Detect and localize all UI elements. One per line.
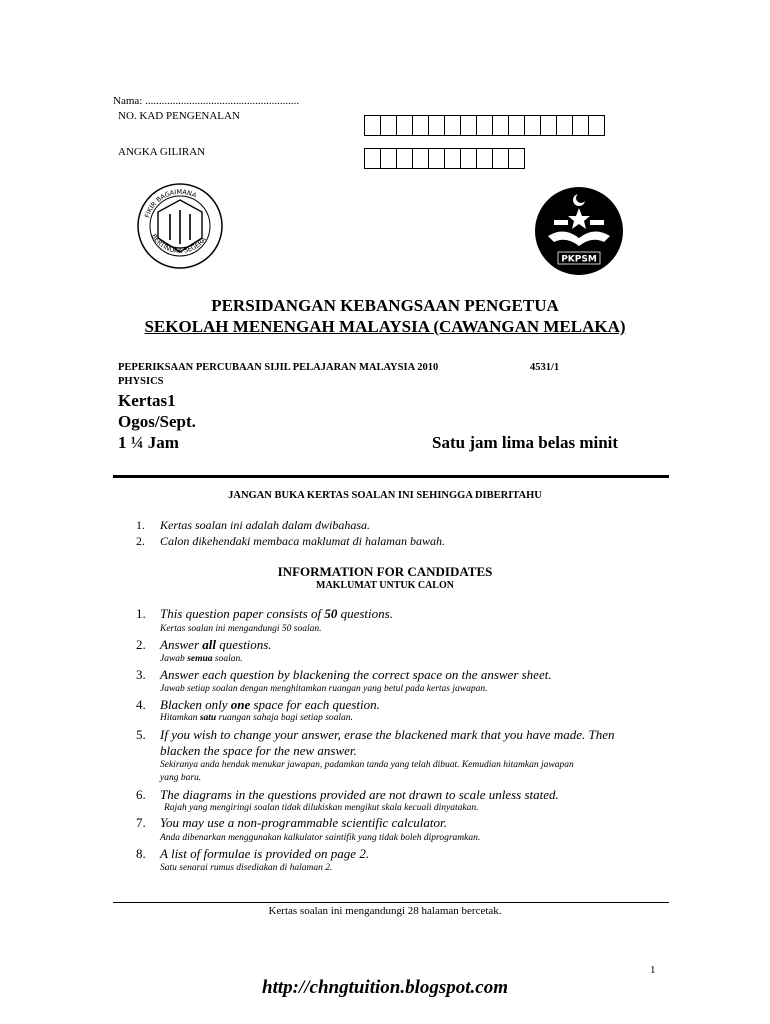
ic-number-boxes [364, 115, 604, 136]
exam-code: 4531/1 [530, 362, 560, 373]
info-item-4-bm: Hitamkan satu ruangan sahaja bagi setiap soalan. [160, 713, 353, 723]
organization-title-line2: SEKOLAH MENENGAH MALAYSIA (CAWANGAN MELAKA) [144, 317, 626, 336]
organization-title-line1: PERSIDANGAN KEBANGSAAN PENGETUA [211, 296, 559, 315]
pkpsm-logo [534, 186, 624, 276]
info-item-7-bm: Anda dibenarkan menggunakan kalkulator saintifik yang tidak boleh diprogramkan. [160, 833, 481, 843]
exam-paper: Kertas1 [118, 391, 176, 410]
school-crest-logo [136, 182, 224, 270]
exam-name: PEPERIKSAAN PERCUBAAN SIJIL PELAJARAN MALAYSIA 2010 [118, 362, 439, 373]
source-url[interactable]: http://chngtuition.blogspot.com [262, 977, 508, 998]
index-number-label: ANGKA GILIRAN [118, 146, 206, 158]
do-not-open-warning: JANGAN BUKA KERTAS SOALAN INI SEHINGGA DIBERITAHU [228, 490, 542, 501]
header-divider [113, 475, 669, 478]
page-number: 1 [650, 964, 656, 976]
info-item-6-bm: Rajah yang mengiringi soalan tidak dilukiskan mengikut skala kecuali dinyatakan. [164, 803, 479, 813]
crest-motto-top: FIKIR BAGAIMANA [143, 187, 198, 219]
exam-subject: PHYSICS [118, 376, 164, 387]
info-item-8-bm: Satu senarai rumus disediakan di halaman 2. [160, 863, 333, 873]
name-field-label: Nama: ........................................................ [113, 95, 300, 107]
exam-month: Ogos/Sept. [118, 412, 196, 431]
info-item-3-bm: Jawab setiap soalan dengan menghitamkan ruangan yang betul pada kertas jawapan. [160, 684, 488, 694]
info-item-1-bm: Kertas soalan ini mengandungi 50 soalan. [160, 624, 322, 634]
index-number-boxes [364, 148, 524, 169]
footer-divider [113, 902, 669, 903]
exam-duration-words: Satu jam lima belas minit [432, 433, 619, 452]
exam-duration: 1 ¼ Jam [118, 433, 179, 452]
info-title: INFORMATION FOR CANDIDATES [277, 564, 493, 579]
info-item-2-bm: Jawab semua soalan. [160, 654, 243, 664]
crest-motto-bottom: BERTINDAK SEGERA [149, 232, 208, 255]
info-item-5-bm-line1: Sekiranya anda hendak menukar jawapan, padamkan tanda yang telah dibuat. Kemudian hitamkan jawapan [160, 760, 574, 770]
info-item-5-bm-line2: yang baru. [160, 773, 202, 783]
ic-number-label: NO. KAD PENGENALAN [118, 110, 240, 122]
svg-text:BERTINDAK SEGERA [150, 233, 208, 255]
pkpsm-badge-text: PKPSM [561, 254, 597, 265]
page-count-note: Kertas soalan ini mengandungi 28 halaman bercetak. [268, 905, 502, 917]
info-subtitle: MAKLUMAT UNTUK CALON [316, 580, 454, 591]
